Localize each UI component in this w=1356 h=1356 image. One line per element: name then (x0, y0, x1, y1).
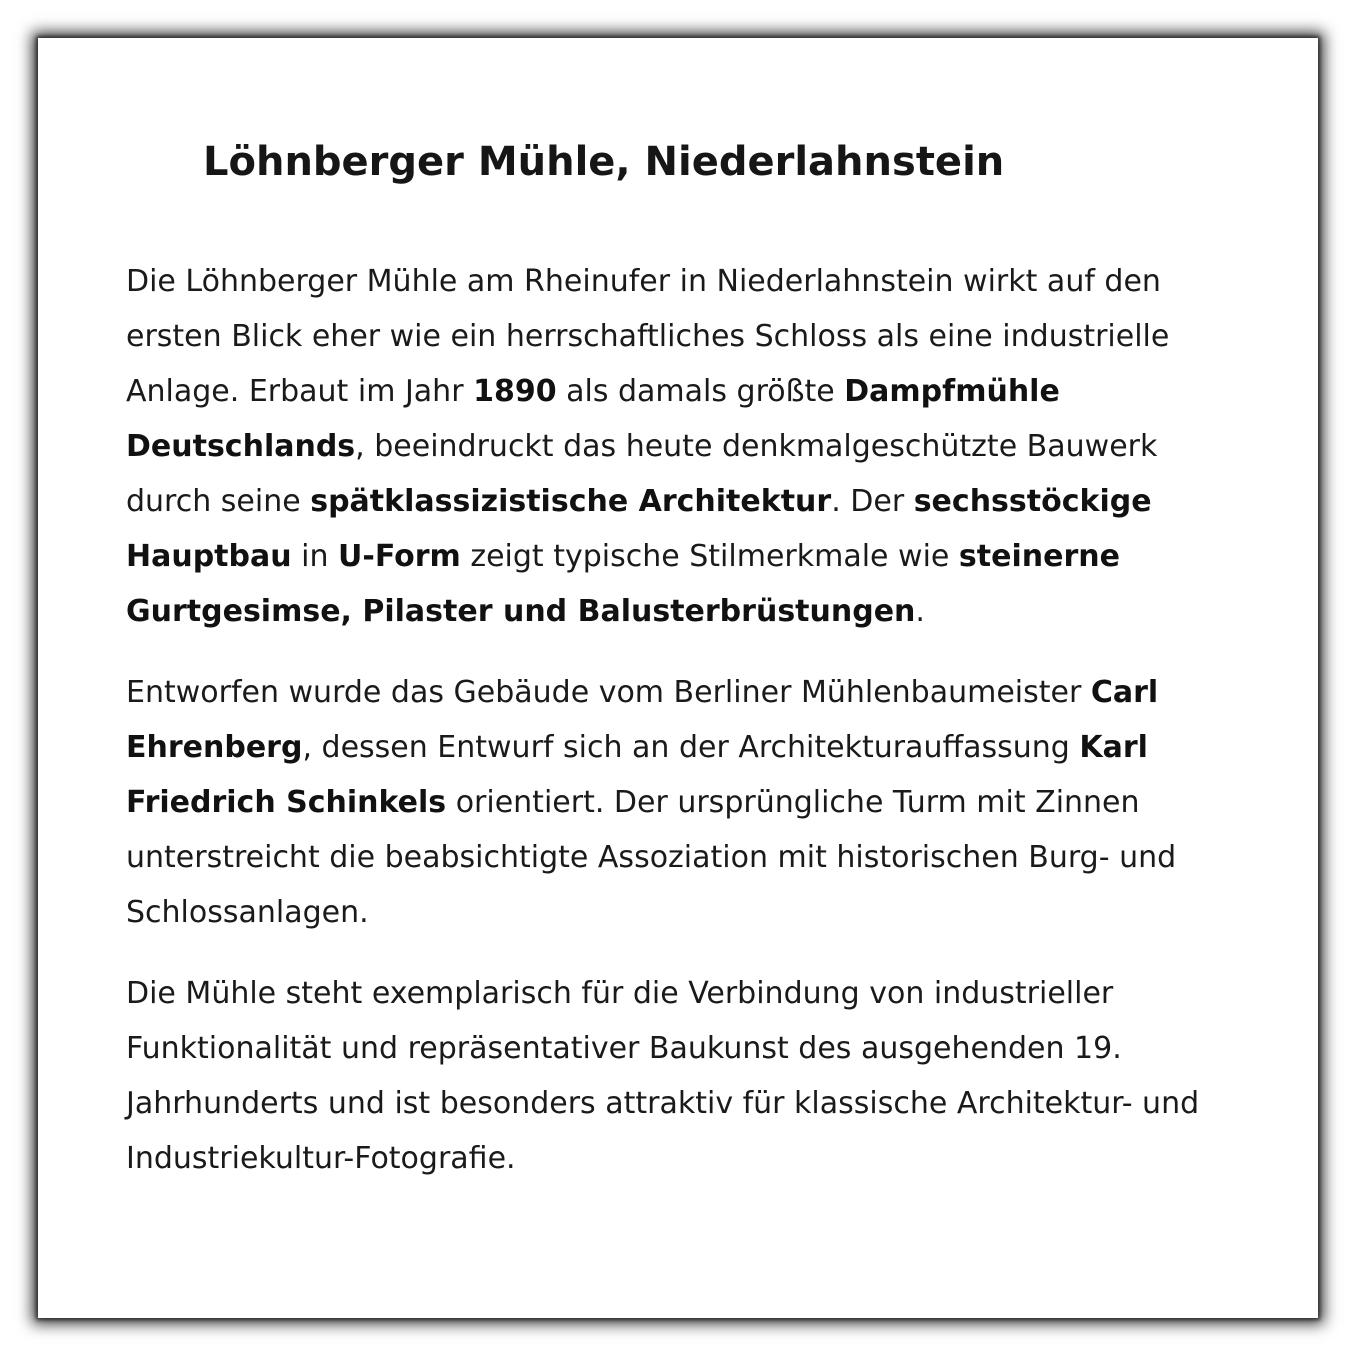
highlight-year: 1890 (473, 374, 557, 409)
paragraph-architect (126, 665, 1218, 940)
text-segment: als damals größte (556, 374, 845, 409)
text-segment: zeigt typische Stilmerkmale wie (460, 539, 959, 574)
highlight-u-form: U-Form (338, 539, 461, 574)
article-card (38, 38, 1318, 1318)
text-segment: . (915, 594, 925, 629)
text-segment: orientiert. Der ursprüngliche Turm mit Zinnen unterstreicht die beabsichtigte Assoziation mit historischen Burg- und Schlossanlagen. (126, 785, 1177, 930)
paragraph-significance (126, 966, 1218, 1186)
highlight-main-building: sechsstöckige Hauptbau (126, 484, 1152, 574)
text-segment: Entworfen wurde das Gebäude vom Berliner Mühlenbaumeister (126, 675, 1091, 710)
highlight-style: spätklassizistische Architektur (310, 484, 832, 519)
highlight-schinkel: Karl Friedrich Schinkels (126, 730, 1148, 820)
text-segment: , dessen Entwurf sich an der Architekturauffassung (302, 730, 1080, 765)
highlight-architect: Carl Ehrenberg (126, 675, 1159, 765)
article-body (126, 254, 1218, 1212)
highlight-steam-mill: Dampfmühle Deutschlands (126, 374, 1060, 464)
text-segment: Die Löhnberger Mühle am Rheinufer in Niederlahnstein wirkt auf den ersten Blick eher wie ein herrschaftliches Schloss als eine industrielle Anlage. Erbaut im Jahr (126, 264, 1170, 409)
article-title: Löhnberger Mühle, Niederlahnstein (203, 139, 1005, 185)
text-segment: , beeindruckt das heute denkmalgeschützte Bauwerk durch seine (126, 429, 1158, 519)
paragraph-history (126, 254, 1218, 639)
text-segment: . Der (831, 484, 914, 519)
highlight-features: steinerne Gurtgesimse, Pilaster und Balusterbrüstungen (126, 539, 1120, 629)
text-segment: in (291, 539, 339, 574)
text-segment: Die Mühle steht exemplarisch für die Verbindung von industrieller Funktionalität und repräsentativer Baukunst des ausgehenden 19. Jahrhunderts und ist besonders attraktiv für klassische Architektur- und Industriekultur-Fotografie. (126, 976, 1200, 1176)
